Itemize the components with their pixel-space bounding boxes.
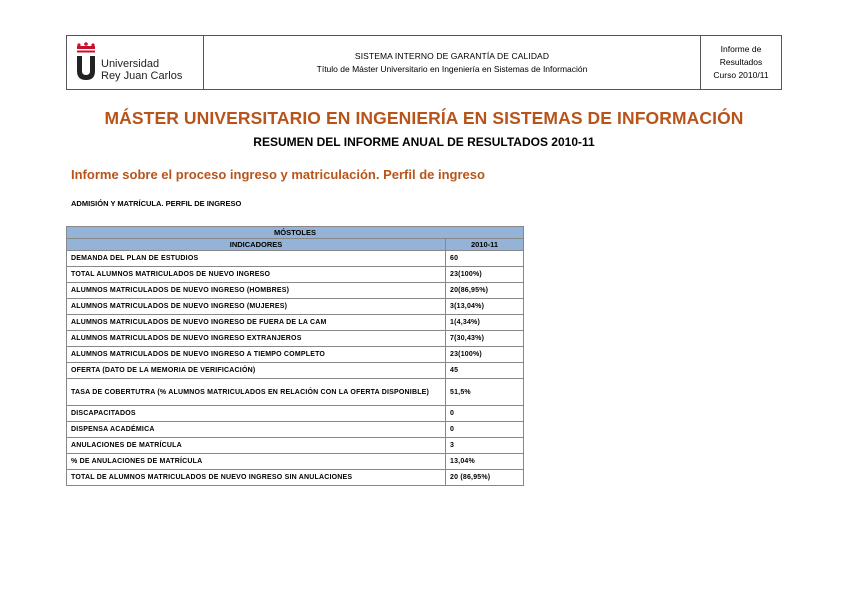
indicator-label: ALUMNOS MATRICULADOS DE NUEVO INGRESO A TIEMPO COMPLETO xyxy=(67,347,446,363)
indicator-label: DEMANDA DEL PLAN DE ESTUDIOS xyxy=(67,251,446,267)
table-row xyxy=(67,363,524,379)
indicator-label: TOTAL ALUMNOS MATRICULADOS DE NUEVO INGRESO xyxy=(67,267,446,283)
table-row xyxy=(67,438,524,454)
indicator-label: ALUMNOS MATRICULADOS DE NUEVO INGRESO (MUJERES) xyxy=(67,299,446,315)
indicator-label: TOTAL DE ALUMNOS MATRICULADOS DE NUEVO INGRESO SIN ANULACIONES xyxy=(67,470,446,486)
table-row xyxy=(67,406,524,422)
university-logo-icon xyxy=(75,42,97,82)
report-info-cell xyxy=(701,36,781,89)
report-line-1: Informe de xyxy=(720,44,762,54)
indicator-label: ANULACIONES DE MATRÍCULA xyxy=(67,438,446,454)
logo-cell xyxy=(67,36,204,89)
indicator-value: 45 xyxy=(446,363,524,379)
indicator-value: 7(30,43%) xyxy=(446,331,524,347)
indicator-label: DISPENSA ACADÉMICA xyxy=(67,422,446,438)
indicator-value: 23(100%) xyxy=(446,267,524,283)
indicator-label: OFERTA (DATO DE LA MEMORIA DE VERIFICACIÓN) xyxy=(67,363,446,379)
header-title-cell xyxy=(204,36,701,89)
table-row xyxy=(67,299,524,315)
indicator-label: ALUMNOS MATRICULADOS DE NUEVO INGRESO (HOMBRES) xyxy=(67,283,446,299)
indicators-table xyxy=(66,226,524,486)
indicator-value: 3(13,04%) xyxy=(446,299,524,315)
indicator-value: 20(86,95%) xyxy=(446,283,524,299)
table-row xyxy=(67,347,524,363)
table-row xyxy=(67,470,524,486)
indicator-value: 51,5% xyxy=(446,379,524,406)
degree-title: Título de Máster Universitario en Ingeniería en Sistemas de Información xyxy=(316,64,588,74)
indicator-label: TASA DE COBERTUTRA (% ALUMNOS MATRICULADOS EN RELACIÓN CON LA OFERTA DISPONIBLE) xyxy=(67,379,446,406)
section-title: Informe sobre el proceso ingreso y matriculación. Perfil de ingreso xyxy=(71,167,485,182)
table-row xyxy=(67,379,524,406)
indicator-value: 20 (86,95%) xyxy=(446,470,524,486)
indicator-value: 13,04% xyxy=(446,454,524,470)
indicators-column-header: INDICADORES xyxy=(67,239,446,251)
report-line-3: Curso 2010/11 xyxy=(713,70,769,80)
indicator-value: 60 xyxy=(446,251,524,267)
document-header xyxy=(66,35,782,90)
subsection-title: ADMISIÓN Y MATRÍCULA. PERFIL DE INGRESO xyxy=(71,199,242,208)
indicator-label: ALUMNOS MATRICULADOS DE NUEVO INGRESO EXTRANJEROS xyxy=(67,331,446,347)
indicator-value: 0 xyxy=(446,422,524,438)
indicator-value: 3 xyxy=(446,438,524,454)
page-title: MÁSTER UNIVERSITARIO EN INGENIERÍA EN SISTEMAS DE INFORMACIÓN xyxy=(104,108,744,128)
page-subtitle: RESUMEN DEL INFORME ANUAL DE RESULTADOS 2010-11 xyxy=(253,135,595,149)
indicator-label: DISCAPACITADOS xyxy=(67,406,446,422)
logo-line-2: Rey Juan Carlos xyxy=(101,70,183,82)
indicator-value: 0 xyxy=(446,406,524,422)
report-line-2: Resultados xyxy=(719,57,763,67)
indicator-value: 1(4,34%) xyxy=(446,315,524,331)
indicator-value: 23(100%) xyxy=(446,347,524,363)
system-title: SISTEMA INTERNO DE GARANTÍA DE CALIDAD xyxy=(354,51,550,61)
table-row xyxy=(67,283,524,299)
campus-header: MÓSTOLES xyxy=(67,227,524,239)
logo-line-1: Universidad xyxy=(101,58,160,70)
table-row xyxy=(67,315,524,331)
indicator-label: % DE ANULACIONES DE MATRÍCULA xyxy=(67,454,446,470)
table-row xyxy=(67,422,524,438)
indicator-label: ALUMNOS MATRICULADOS DE NUEVO INGRESO DE FUERA DE LA CAM xyxy=(67,315,446,331)
table-row xyxy=(67,251,524,267)
table-row xyxy=(67,454,524,470)
year-column-header: 2010-11 xyxy=(446,239,524,251)
table-row xyxy=(67,267,524,283)
table-row xyxy=(67,331,524,347)
university-name xyxy=(101,58,182,82)
